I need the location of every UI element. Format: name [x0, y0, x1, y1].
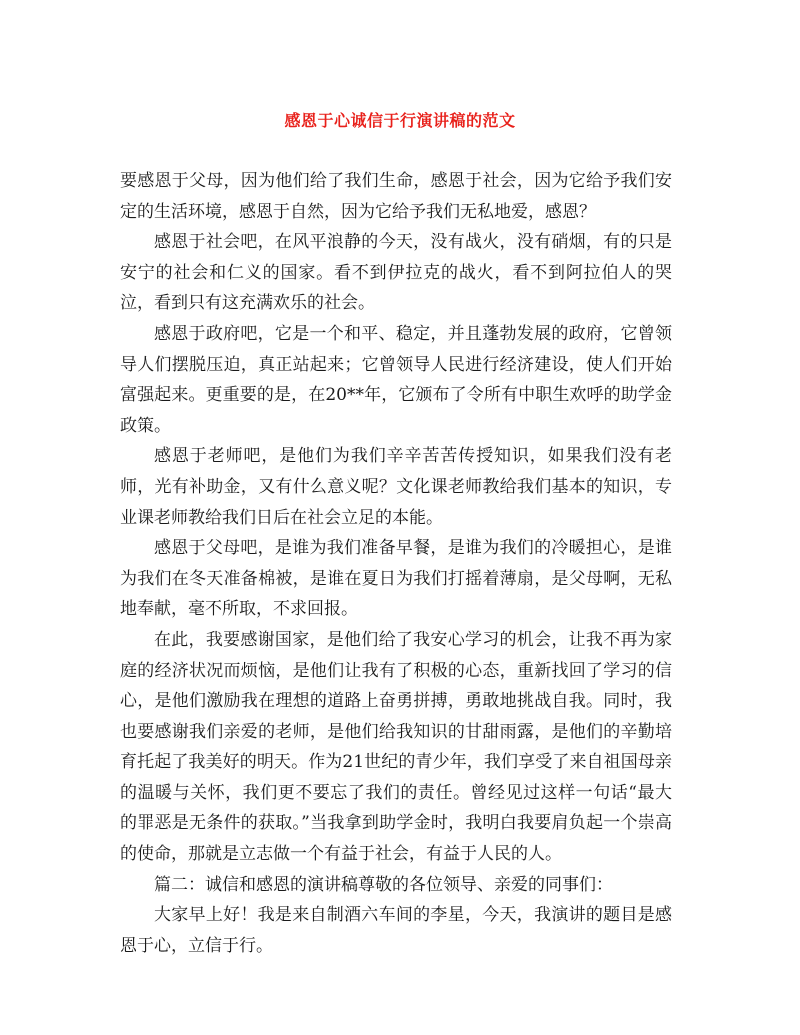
paragraph: 篇二：诚信和感恩的演讲稿尊敬的各位领导、亲爱的同事们： [154, 874, 613, 895]
document-body [120, 166, 672, 961]
document-title: 感恩于心诚信于行演讲稿的范文 [284, 111, 516, 130]
paragraph: 感恩于社会吧，在风平浪静的今天，没有战火，没有硝烟，有的只是安宁的社会和仁义的国家。看不到伊拉克的战火，看不到阿拉伯人的哭泣，看到只有这充满欢乐的社会。 [120, 232, 672, 314]
paragraph: 在此，我要感谢国家，是他们给了我安心学习的机会，让我不再为家庭的经济状况而烦恼，是他们让我有了积极的心态，重新找回了学习的信心，是他们激励我在理想的道路上奋勇拼搏，勇敢地挑战自我。同时，我也要感谢我们亲爱的老师，是他们给我知识的甘甜雨露，是他们的辛勤培育托起了我美好的明天。作为21世纪的青少年，我们享受了来自祖国母亲的温暖与关怀，我们更不要忘了我们的责任。曾经见过这样一句话“最大的罪恶是无条件的获取。”当我拿到助学金时，我明白我要肩负起一个崇高的使命，那就是立志做一个有益于社会，有益于人民的人。 [120, 629, 672, 865]
paragraph: 感恩于父母吧，是谁为我们准备早餐，是谁为我们的冷暖担心，是谁为我们在冬天准备棉被，是谁在夏日为我们打摇着薄扇，是父母啊，无私地奉献，毫不所取，不求回报。 [120, 538, 672, 620]
paragraph: 大家早上好！我是来自制酒六车间的李星，今天，我演讲的题目是感恩于心，立信于行。 [120, 905, 672, 956]
paragraph: 感恩于老师吧，是他们为我们辛辛苦苦传授知识，如果我们没有老师，光有补助金，又有什么意义呢？文化课老师教给我们基本的知识，专业课老师教给我们日后在社会立足的本能。 [120, 446, 672, 528]
paragraph: 感恩于政府吧，它是一个和平、稳定，并且蓬勃发展的政府，它曾领导人们摆脱压迫，真正站起来；它曾领导人民进行经济建设，使人们开始富强起来。更重要的是，在20**年，它颁布了令所有中职生欢呼的助学金政策。 [120, 323, 672, 436]
paragraph: 要感恩于父母，因为他们给了我们生命，感恩于社会，因为它给予我们安定的生活环境，感恩于自然，因为它给予我们无私地爱，感恩？ [120, 171, 672, 222]
